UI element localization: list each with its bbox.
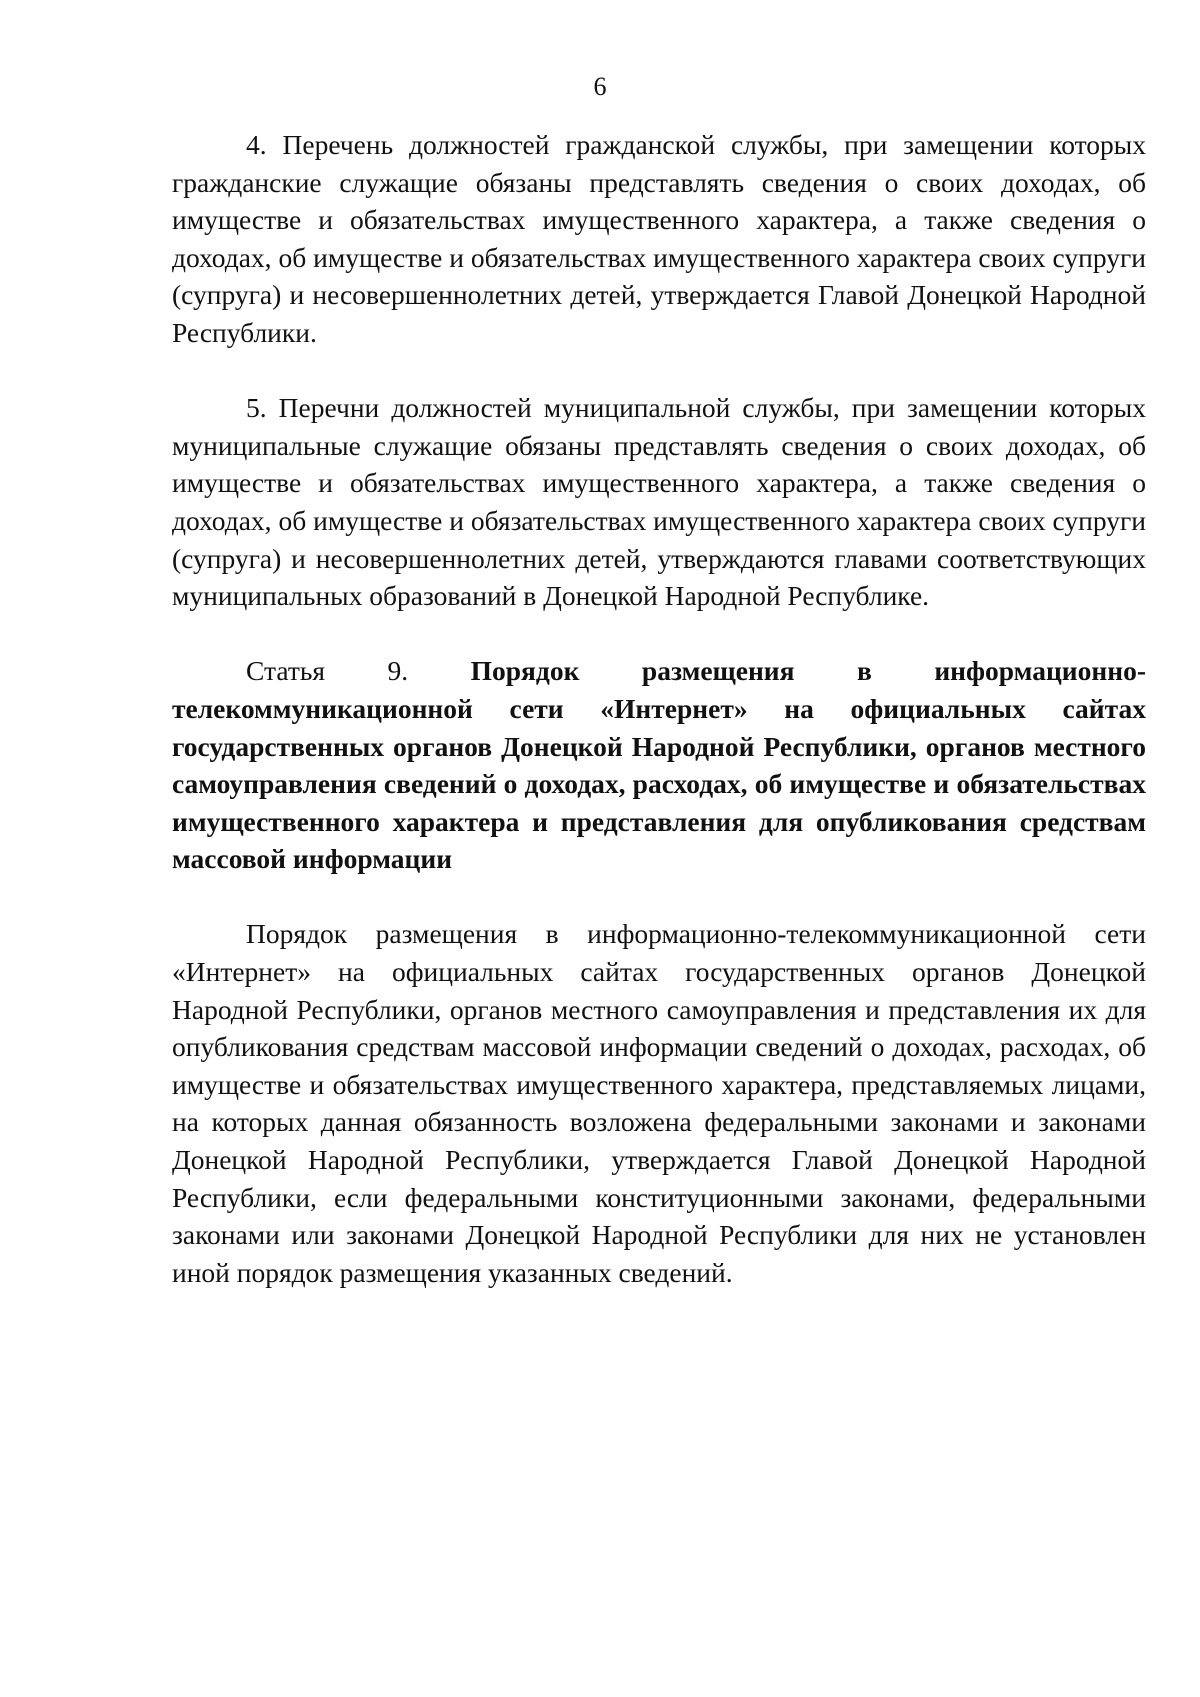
paragraph-5: 5. Перечни должностей муниципальной службы, при замещении которых муниципальные служащие обязаны представлять сведения о своих доходах, об имуществе и обязательствах имущественного характера, а также сведения о доходах, об имуществе и обязательствах имущественного характера своих супруги (супруга) и несовершеннолетних детей, утверждаются главами соответствующих муниципальных образований в Донецкой Народной Республике. [172,392,1146,612]
paragraph-4: 4. Перечень должностей гражданской службы, при замещении которых гражданские служащие обязаны представлять сведения о своих доходах, об имуществе и обязательствах имущественного характера, а также сведения о доходах, об имуществе и обязательствах имущественного характера своих супруги (супруга) и несовершеннолетних детей, утверждается Главой Донецкой Народной Республики. [172,129,1146,348]
document-body [172,126,1146,1291]
paragraph-spacer [172,878,1146,916]
article-title: Порядок размещения в информационно-телекоммуникационной сети «Интернет» на официальных сайтах государственных органов Донецкой Народной Республики, органов местного самоуправления сведений о доходах, расходах, об имуществе и обязательствах имущественного характера и представления для опубликования средствам массовой информации [172,655,1146,875]
paragraph-spacer [172,615,1146,653]
article-body: Порядок размещения в информационно-телекоммуникационной сети «Интернет» на официальных сайтах государственных органов Донецкой Народной Республики, органов местного самоуправления и представления их для опубликования средствам массовой информации сведений о доходах, расходах, об имуществе и обязательствах имущественного характера, представляемых лицами, на которых данная обязанность возложена федеральными законами и законами Донецкой Народной Республики, утверждается Главой Донецкой Народной Республики, если федеральными конституционными законами, федеральными законами или законами Донецкой Народной Республики для них не установлен иной порядок размещения указанных сведений. [172,918,1146,1288]
article-number: Статья 9. [246,655,471,687]
page-number: 6 [593,72,607,101]
article-heading [172,652,1146,878]
paragraph-spacer [172,352,1146,390]
